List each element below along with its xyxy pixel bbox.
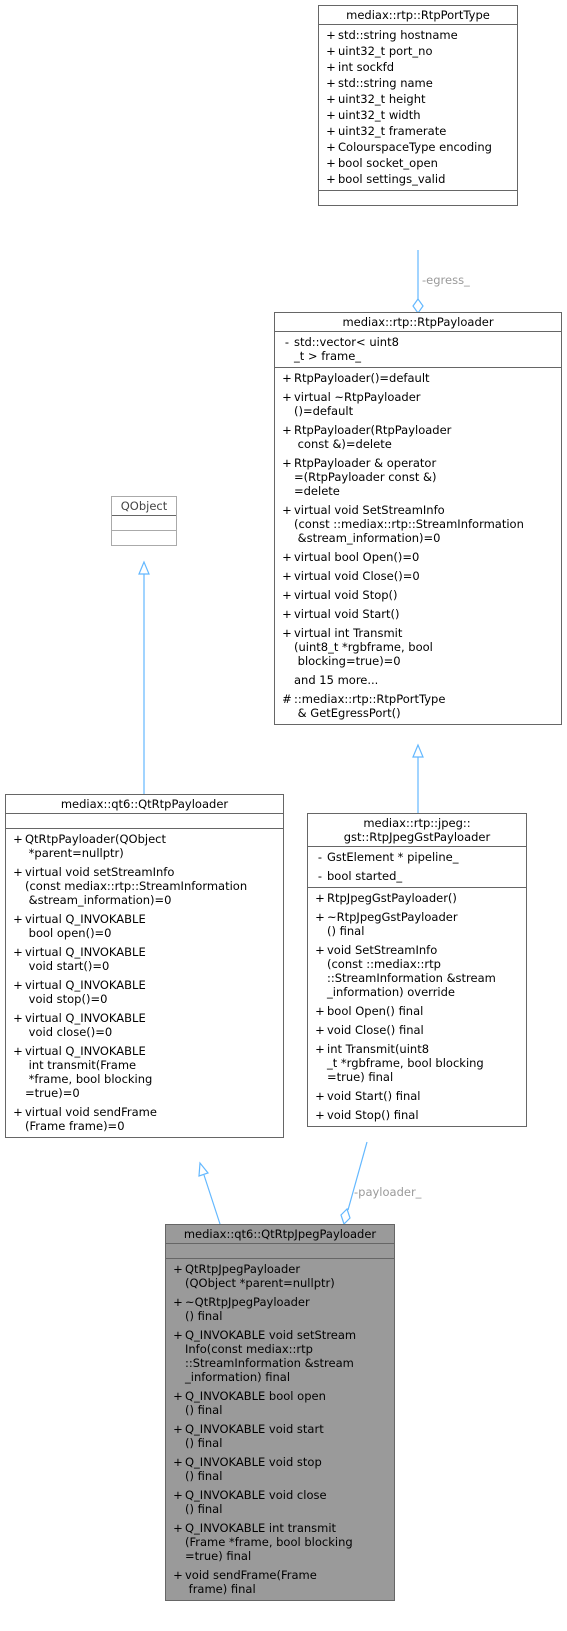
member-visibility: +	[326, 124, 336, 138]
member-text: GstElement * pipeline_	[327, 850, 459, 864]
member-visibility: +	[282, 456, 292, 470]
member-visibility: +	[173, 1262, 183, 1276]
member-text: QtRtpPayloader(QObject *parent=nullptr)	[25, 832, 167, 860]
member-visibility: +	[282, 550, 292, 564]
member-visibility: +	[282, 569, 292, 583]
member-visibility: +	[173, 1488, 183, 1502]
class-qt-rtp-payloader[interactable]	[5, 794, 284, 1138]
class-member	[6, 1011, 283, 1039]
member-text: void SetStreamInfo (const ::mediax::rtp ::StreamInformation &stream _information) override	[327, 943, 496, 999]
class-member	[166, 1488, 394, 1516]
attributes-section	[166, 1244, 394, 1259]
member-text: int sockfd	[338, 60, 395, 74]
class-member	[319, 28, 517, 42]
member-text: virtual void sendFrame (Frame frame)=0	[25, 1105, 157, 1133]
member-text: RtpJpegGstPayloader()	[327, 891, 457, 905]
class-member	[319, 44, 517, 58]
class-member	[308, 891, 526, 905]
member-text: void Stop() final	[327, 1108, 419, 1122]
member-text: ::mediax::rtp::RtpPortType & GetEgressPort()	[294, 692, 446, 720]
egress-edge-label: -egress_	[422, 273, 470, 287]
class-title: mediax::rtp::RtpPortType	[319, 6, 517, 25]
methods-section	[308, 888, 526, 1126]
methods-section	[319, 191, 517, 205]
member-visibility: +	[315, 891, 325, 905]
member-visibility: -	[284, 335, 290, 349]
class-member	[319, 92, 517, 106]
member-text: RtpPayloader()=default	[294, 371, 430, 385]
member-visibility	[280, 673, 294, 687]
member-visibility: +	[326, 92, 336, 106]
class-member	[308, 850, 526, 864]
class-member	[166, 1328, 394, 1384]
class-member	[6, 1044, 283, 1100]
member-text: virtual Q_INVOKABLE void start()=0	[25, 945, 146, 973]
class-member	[319, 124, 517, 138]
member-visibility: +	[13, 1105, 23, 1119]
member-text: Q_INVOKABLE void close () final	[185, 1488, 327, 1516]
member-visibility: +	[326, 44, 336, 58]
member-text: bool started_	[327, 869, 403, 883]
member-visibility: +	[282, 588, 292, 602]
member-visibility: +	[173, 1568, 183, 1582]
member-text: virtual void Close()=0	[294, 569, 420, 583]
member-visibility: +	[282, 371, 292, 385]
class-rtp-payloader[interactable]	[274, 312, 562, 725]
class-member	[319, 108, 517, 122]
class-member	[319, 140, 517, 154]
member-visibility: +	[315, 1004, 325, 1018]
class-member	[275, 335, 561, 363]
member-visibility: +	[315, 910, 325, 924]
class-title: mediax::qt6::QtRtpPayloader	[6, 795, 283, 814]
member-visibility: +	[326, 140, 336, 154]
member-text: void Close() final	[327, 1023, 424, 1037]
egress-diamond	[413, 299, 423, 313]
member-text: virtual Q_INVOKABLE int transmit(Frame *frame, bool blocking =true)=0	[25, 1044, 153, 1100]
class-member	[275, 456, 561, 498]
member-text: QtRtpJpegPayloader (QObject *parent=nullptr)	[185, 1262, 335, 1290]
member-text: Q_INVOKABLE void setStream Info(const mediax::rtp ::StreamInformation &stream _information) final	[185, 1328, 357, 1384]
class-member	[308, 943, 526, 999]
class-member	[166, 1295, 394, 1323]
payloader-edge-label: -payloader_	[354, 1185, 422, 1199]
member-text: virtual Q_INVOKABLE bool open()=0	[25, 912, 146, 940]
class-member	[275, 390, 561, 418]
member-visibility: +	[282, 390, 292, 404]
payloader-diamond	[341, 1209, 350, 1224]
attributes-section	[275, 332, 561, 368]
member-visibility: -	[317, 869, 323, 883]
member-visibility: +	[315, 1023, 325, 1037]
class-member	[308, 1023, 526, 1037]
class-member	[6, 865, 283, 907]
class-member	[166, 1455, 394, 1483]
class-member	[6, 832, 283, 860]
member-visibility: #	[282, 692, 292, 706]
class-member	[275, 692, 561, 720]
class-member	[308, 1042, 526, 1084]
member-visibility: +	[326, 172, 336, 186]
class-member	[6, 978, 283, 1006]
member-visibility: +	[13, 1044, 23, 1058]
member-visibility: +	[282, 626, 292, 640]
member-text: virtual void setStreamInfo (const mediax::rtp::StreamInformation &stream_information)=0	[25, 865, 248, 907]
member-text: Q_INVOKABLE bool open () final	[185, 1389, 326, 1417]
methods-section	[112, 531, 176, 545]
class-member	[319, 76, 517, 90]
member-visibility: +	[282, 503, 292, 517]
member-visibility: +	[315, 1108, 325, 1122]
member-text: virtual void Start()	[294, 607, 400, 621]
class-member	[166, 1262, 394, 1290]
member-visibility: +	[326, 156, 336, 170]
class-member	[275, 626, 561, 668]
member-visibility: +	[315, 1089, 325, 1103]
qtrtppayloader-inherit-arrow	[199, 1163, 208, 1176]
member-visibility: +	[13, 1011, 23, 1025]
class-member	[275, 607, 561, 621]
methods-section	[166, 1259, 394, 1600]
attributes-section	[112, 516, 176, 531]
member-visibility: +	[326, 76, 336, 90]
member-visibility: +	[173, 1328, 183, 1342]
member-visibility: +	[315, 1042, 325, 1056]
class-member	[308, 1004, 526, 1018]
class-member	[6, 1105, 283, 1133]
member-text: uint32_t height	[338, 92, 426, 106]
qtrtppayloader-inherit-edge	[204, 1175, 220, 1224]
class-member	[275, 550, 561, 564]
qobject-inherit-arrow	[139, 562, 149, 574]
member-visibility: +	[326, 60, 336, 74]
class-member	[308, 1089, 526, 1103]
methods-section	[6, 829, 283, 1137]
member-text: bool settings_valid	[338, 172, 446, 186]
member-visibility: +	[173, 1455, 183, 1469]
member-text: and 15 more...	[294, 673, 379, 687]
attributes-section	[308, 847, 526, 888]
class-rtp-jpeg-gst-payloader[interactable]	[307, 813, 527, 1127]
member-text: void sendFrame(Frame frame) final	[185, 1568, 317, 1596]
class-title: mediax::qt6::QtRtpJpegPayloader	[166, 1225, 394, 1244]
class-member	[319, 60, 517, 74]
class-member	[275, 588, 561, 602]
class-member	[308, 1108, 526, 1122]
member-text: bool socket_open	[338, 156, 438, 170]
member-text: RtpPayloader & operator =(RtpPayloader const &) =delete	[294, 456, 437, 498]
class-qobject[interactable]	[111, 496, 177, 546]
class-member	[308, 910, 526, 938]
member-text: virtual bool Open()=0	[294, 550, 420, 564]
class-member	[166, 1521, 394, 1563]
class-member	[166, 1422, 394, 1450]
attributes-section	[6, 814, 283, 829]
class-member	[166, 1568, 394, 1596]
member-visibility: +	[315, 943, 325, 957]
class-member	[275, 503, 561, 545]
member-visibility: +	[282, 423, 292, 437]
member-text: virtual void SetStreamInfo (const ::mediax::rtp::StreamInformation &stream_information)=0	[294, 503, 524, 545]
member-text: ~QtRtpJpegPayloader () final	[185, 1295, 310, 1323]
class-member	[6, 912, 283, 940]
member-text: Q_INVOKABLE void start () final	[185, 1422, 324, 1450]
member-text: virtual Q_INVOKABLE void close()=0	[25, 1011, 146, 1039]
member-text: virtual int Transmit (uint8_t *rgbframe, bool blocking=true)=0	[294, 626, 433, 668]
class-member	[275, 423, 561, 451]
member-text: virtual ~RtpPayloader ()=default	[294, 390, 421, 418]
member-visibility: +	[13, 978, 23, 992]
member-text: std::vector< uint8 _t > frame_	[294, 335, 399, 363]
member-text: bool Open() final	[327, 1004, 424, 1018]
member-visibility: +	[173, 1295, 183, 1309]
member-text: RtpPayloader(RtpPayloader const &)=delete	[294, 423, 452, 451]
methods-section	[275, 368, 561, 724]
member-text: int Transmit(uint8 _t *rgbframe, bool blocking =true) final	[327, 1042, 484, 1084]
member-visibility: +	[326, 108, 336, 122]
member-visibility: +	[13, 945, 23, 959]
member-text: ColourspaceType encoding	[338, 140, 492, 154]
class-member	[166, 1389, 394, 1417]
member-visibility: +	[173, 1521, 183, 1535]
class-member	[275, 673, 561, 687]
class-member	[6, 945, 283, 973]
class-rtp-port-type[interactable]	[318, 5, 518, 206]
member-visibility: +	[173, 1389, 183, 1403]
attributes-section	[319, 25, 517, 191]
member-visibility: +	[13, 832, 23, 846]
member-text: std::string hostname	[338, 28, 458, 42]
member-visibility: -	[317, 850, 323, 864]
class-title: QObject	[112, 497, 176, 516]
class-title: mediax::rtp::jpeg:: gst::RtpJpegGstPayloader	[308, 814, 526, 847]
rtppayloader-inherit-arrow	[413, 745, 423, 757]
class-qt-rtp-jpeg-payloader[interactable]	[165, 1224, 395, 1601]
class-title: mediax::rtp::RtpPayloader	[275, 313, 561, 332]
member-text: void Start() final	[327, 1089, 421, 1103]
class-member	[275, 371, 561, 385]
member-visibility: +	[282, 607, 292, 621]
member-text: uint32_t width	[338, 108, 421, 122]
member-text: std::string name	[338, 76, 433, 90]
member-visibility: +	[173, 1422, 183, 1436]
member-visibility: +	[13, 912, 23, 926]
member-visibility: +	[326, 28, 336, 42]
member-text: uint32_t framerate	[338, 124, 447, 138]
class-member	[275, 569, 561, 583]
member-visibility: +	[13, 865, 23, 879]
member-text: virtual Q_INVOKABLE void stop()=0	[25, 978, 146, 1006]
payloader-edge	[348, 1142, 367, 1210]
class-member	[319, 156, 517, 170]
class-member	[308, 869, 526, 883]
member-text: ~RtpJpegGstPayloader () final	[327, 910, 458, 938]
member-text: virtual void Stop()	[294, 588, 398, 602]
member-text: Q_INVOKABLE void stop () final	[185, 1455, 322, 1483]
member-text: Q_INVOKABLE int transmit (Frame *frame, bool blocking =true) final	[185, 1521, 353, 1563]
class-member	[319, 172, 517, 186]
member-text: uint32_t port_no	[338, 44, 433, 58]
